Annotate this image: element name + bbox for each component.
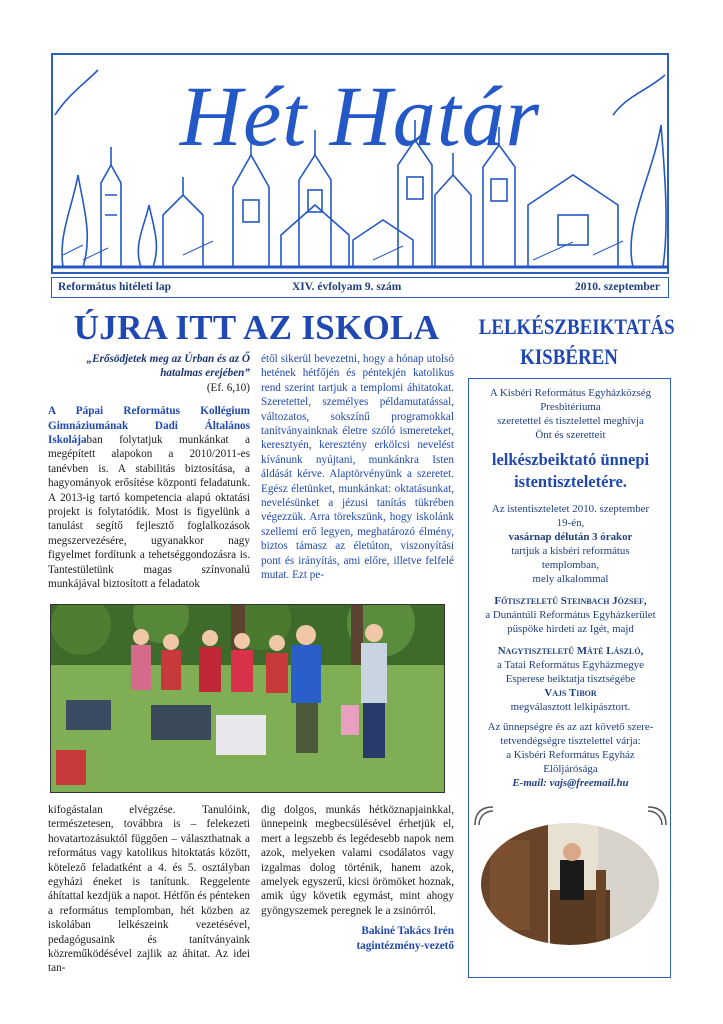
- students-group-photo: [50, 604, 445, 793]
- inv-line-3: szeretettel és tisztelettel meghívja: [497, 415, 644, 427]
- author-role: tagintézmény-vezető: [356, 939, 454, 952]
- date-line-1: Az istentiszteletet 2010. szeptember: [491, 503, 650, 515]
- pastor-name: Vajs Tibor: [544, 687, 597, 699]
- sidebar-headline-line-2: KISBÉREN: [520, 344, 618, 369]
- article-text-col2-bottom: dig dolgos, munkás hétköznapjainkkal, ünnepeink megbecsülésével érhetjük el, mert a legszebb és legédesebb napok nem azok, melyeken valami csodálatos vagy izgalmas dolog történik, hanem azok, amelyek egyszerű, kicsi örömöket hoznak, amik úgy követik egymást, mint ahogy gyöngyszemek peregnek le a zsinórról.: [261, 804, 454, 917]
- bishop-name: Főtiszteletű Steinbach József,: [494, 595, 647, 607]
- author-name: Bakiné Takács Irén: [361, 925, 454, 938]
- article-column-2-bottom: [261, 803, 454, 953]
- event-title-line-2: istentiszteletére.: [514, 472, 627, 491]
- article-column-1-bottom: [48, 803, 250, 976]
- dean-line-3: Esperese beiktatja tisztségébe: [505, 673, 636, 685]
- inv-line-4: Önt és szeretteit: [535, 429, 606, 441]
- date-line-6: mely alkalommal: [532, 573, 609, 585]
- article-text-col2-top: étől sikerül bevezetni, hogy a hónap utolsó hetének hétfőjén és péntekjén katolikus rend szerint tartjuk a templomi áhitatokat. Szeretettel, személyes példamutatással, változatos, sokszínű programokkal tanítványainknak életre szóló ismereteket, keresztyén, keresztény erkölcsi nevelést kívánunk nyújtani, munkánkra Isten áldását kérve. Alaptörvényünk a szeretet. Egész életünket, munkánkat: oktatásunkat, nevelésünket a jézusi tanítás tükrében végezzük. Arra törekszünk, hogy iskolánk szellemi erő legyen, meghatározó élmény, biztos támasz az életúton, viszonyítási pont és irányítás, ami előre, illetve felfelé mutat. Ezt pe-: [261, 353, 454, 582]
- outdoor-photo-illustration: [51, 605, 445, 793]
- pastor-pulpit-photo: [478, 820, 662, 948]
- date-line-5: templomban,: [541, 559, 600, 571]
- article-text-col1-top: ban folytatjuk munkánkat a megépített alapokon a 2010/2011-es tanévben is. A stabilitás biztosítása, a hagyományok erősítése központi feladatunk. A 2013-ig tartó kompetencia alapú oktatási projekt is folytatódik. Most is figyelünk a tanulást segítő fejlesztő foglalkozások megszervezésére, ugyanakkor nagy figyelmet fordítunk a tehetséggondozásra is. Tantestületünk magas színvonalú munkájával biztosított a feladatok: [48, 434, 250, 591]
- masthead: [51, 53, 669, 274]
- article-headline: ÚJRA ITT AZ ISKOLA: [73, 308, 440, 347]
- date-line-3: vasárnap délután 3 órakor: [508, 531, 633, 543]
- pastor-line: megválasztott lelkipásztort.: [510, 701, 631, 713]
- article-column-2-top: [261, 352, 454, 583]
- bishop-line-3: püspöke hirdeti az Igét, majd: [507, 623, 634, 635]
- closing-line-3: a Kisbéri Református Egyház: [506, 749, 635, 761]
- issue-date: 2010. szeptember: [575, 281, 660, 293]
- date-line-4: tartjuk a kisbéri református: [511, 545, 630, 557]
- article-column-1-top: [48, 352, 250, 592]
- sidebar-headline-line-1: LELKÉSZBEIKTATÁS: [478, 314, 675, 339]
- dean-name: Nagytiszteletű Máté László,: [497, 645, 644, 657]
- publication-type: Református hitéleti lap: [58, 281, 172, 293]
- issue-number: XIV. évfolyam 9. szám: [292, 281, 402, 293]
- closing-line-1: Az ünnepségre és az azt követő szere-: [487, 721, 654, 733]
- article-text-col1-bottom: kifogástalan elvégzése. Tanulóink, természetesen, továbbra is – felekezeti hovatartozásuktól függően – választhatnak a református vagy katolikus hitoktatás között, kötelező feladatként a 4. és 5. osztályban egyházi éneket is tanítunk. Reggelente áhítattal kezdjük a napot. Hétfőn és pénteken a református templomban, hét közben az iskolában lelkészeink vezetésével, pedagógusaink és tanítványaink közreműködésével zajlik az áhitat. Az idei tan-: [48, 804, 250, 975]
- closing-line-2: tetvendégségre tisztelettel várja:: [500, 735, 641, 747]
- masthead-title: Hét Határ: [179, 68, 541, 164]
- school-name: A Pápai Református Kollégium Gimnáziumának Dadi Általános Iskolája: [48, 405, 250, 447]
- inv-line-2: Presbitériuma: [540, 401, 601, 413]
- sidebar-headline: [478, 312, 675, 372]
- bible-quote-reference: (Ef. 6,10): [206, 381, 250, 394]
- bishop-line-2: a Dunántúli Református Egyházkerület: [485, 609, 656, 621]
- closing-line-4: Elöljárósága: [543, 763, 598, 775]
- oval-photo-illustration: [478, 820, 662, 948]
- masthead-info-bar: [51, 277, 669, 298]
- bible-quote-line-1: „Erősödjetek meg az Úrban és az Ő: [86, 353, 250, 365]
- event-title-line-1: lelkészbeiktató ünnepi: [491, 450, 650, 469]
- inv-line-1: A Kisbéri Református Egyházközség: [489, 387, 652, 399]
- dean-line-2: a Tatai Református Egyházmegye: [497, 659, 644, 671]
- date-line-2: 19-én,: [556, 517, 585, 529]
- contact-email[interactable]: E-mail: vajs@freemail.hu: [512, 777, 629, 789]
- bible-quote-line-2: hatalmas erejében”: [160, 367, 250, 380]
